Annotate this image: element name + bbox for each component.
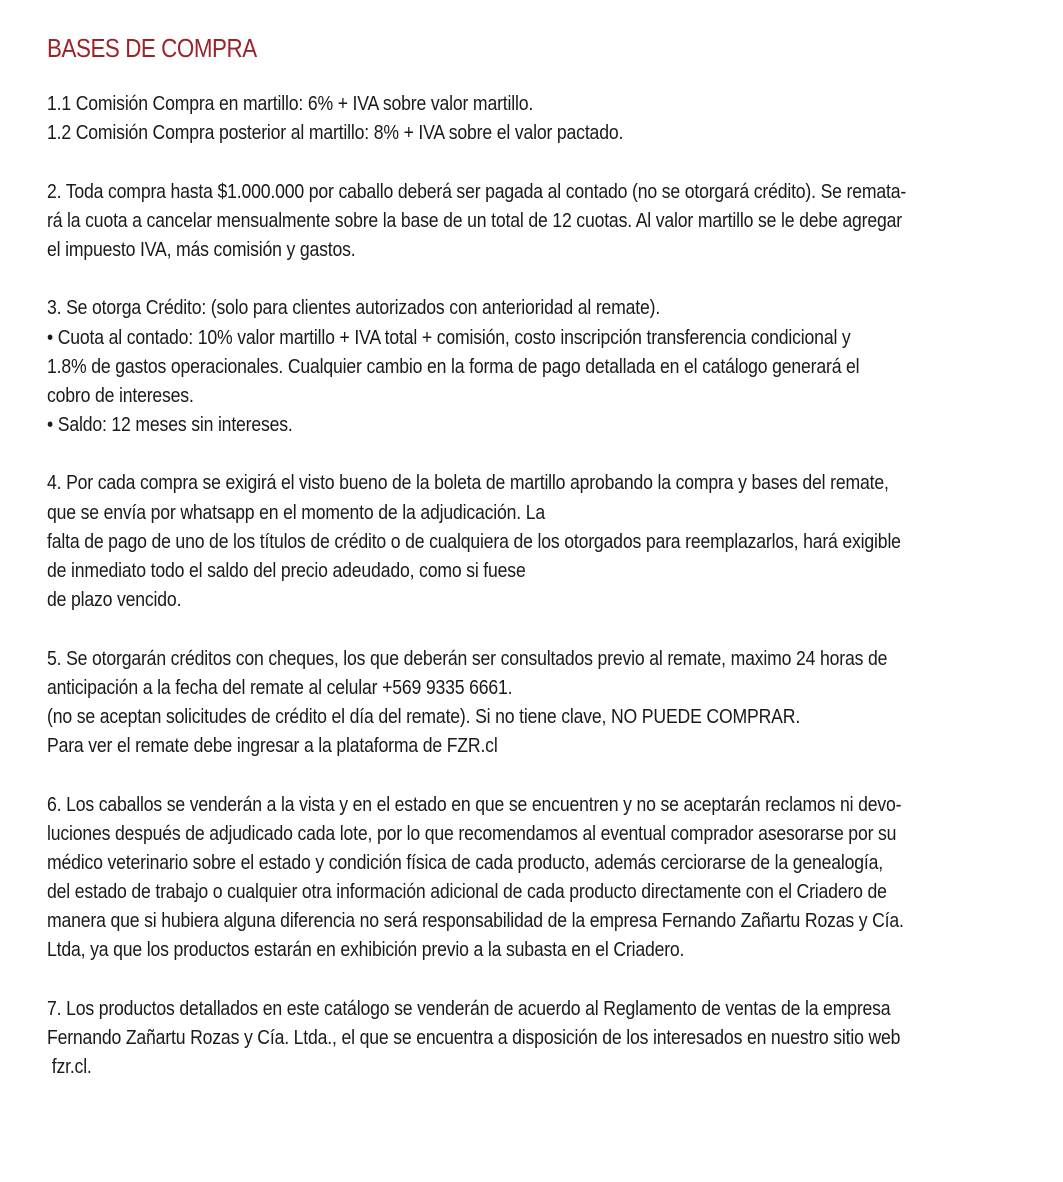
text-line: fzr.cl. xyxy=(47,1055,92,1079)
text-line: manera que si hubiera alguna diferencia no será responsabilidad de la empresa Fernando Zañartu Rozas y Cía. xyxy=(47,909,904,933)
text-line: 1.1 Comisión Compra en martillo: 6% + IVA sobre valor martillo. xyxy=(47,92,534,115)
text-line: 4. Por cada compra se exigirá el visto bueno de la boleta de martillo aprobando la compra y bases del remate, xyxy=(47,471,889,495)
text-line: del estado de trabajo o cualquier otra información adicional de cada producto directamente con el Criadero de xyxy=(47,880,887,904)
document-page xyxy=(47,30,1032,1081)
text-line: 3. Se otorga Crédito: (solo para clientes autorizados con anterioridad al remate). xyxy=(47,296,661,320)
text-line: Fernando Zañartu Rozas y Cía. Ltda., el que se encuentra a disposición de los interesados en nuestro sitio web xyxy=(47,1026,901,1049)
text-line: (no se aceptan solicitudes de crédito el día del remate). Si no tiene clave, NO PUEDE COMPRAR. xyxy=(47,704,801,728)
bullet-line: • Cuota al contado: 10% valor martillo + IVA total + comisión, costo inscripción transferencia condicional y xyxy=(47,325,851,349)
section-4 xyxy=(47,468,1032,614)
section-gap xyxy=(47,965,1032,994)
bullet-line: • Saldo: 12 meses sin intereses. xyxy=(47,413,293,437)
section-gap xyxy=(47,760,1032,789)
section-5 xyxy=(47,644,1032,761)
text-line: anticipación a la fecha del remate al celular +569 9335 6661. xyxy=(47,675,513,699)
section-gap xyxy=(47,264,1032,293)
section-2 xyxy=(47,177,1032,265)
section-gap xyxy=(47,147,1032,176)
section-3 xyxy=(47,293,1032,439)
section-7 xyxy=(47,994,1032,1082)
text-line: 2. Toda compra hasta $1.000.000 por caballo deberá ser pagada al contado (no se otorgará crédito). Se remata- xyxy=(47,179,907,203)
section-1 xyxy=(47,89,1032,147)
text-line: 5. Se otorgarán créditos con cheques, los que deberán ser consultados previo al remate, maximo 24 horas de xyxy=(47,646,888,670)
section-6 xyxy=(47,790,1032,965)
text-line: Ltda, ya que los productos estarán en exhibición previo a la subasta en el Criadero. xyxy=(47,938,685,962)
text-line: médico veterinario sobre el estado y condición física de cada producto, además cerciorarse de la genealogía, xyxy=(47,850,884,874)
text-line: 7. Los productos detallados en este catálogo se venderán de acuerdo al Reglamento de ventas de la empresa xyxy=(47,996,891,1020)
text-line: 1.8% de gastos operacionales. Cualquier cambio en la forma de pago detallada en el catálogo generará el xyxy=(47,354,860,378)
text-line: rá la cuota a cancelar mensualmente sobre la base de un total de 12 cuotas. Al valor martillo se le debe agregar xyxy=(47,208,902,232)
text-line: el impuesto IVA, más comisión y gastos. xyxy=(47,237,356,261)
text-line: luciones después de adjudicado cada lote, por lo que recomendamos al eventual comprador asesorarse por su xyxy=(47,821,897,845)
text-line: de inmediato todo el saldo del precio adeudado, como si fuese xyxy=(47,559,526,582)
text-line: falta de pago de uno de los títulos de crédito o de cualquiera de los otorgados para reemplazarlos, hará exigible xyxy=(47,529,901,553)
page-title: BASES DE COMPRA xyxy=(47,33,257,63)
section-gap xyxy=(47,614,1032,643)
text-line: cobro de intereses. xyxy=(47,383,194,407)
text-line: 6. Los caballos se venderán a la vista y en el estado en que se encuentren y no se aceptarán reclamos ni devo- xyxy=(47,792,902,816)
text-line: Para ver el remate debe ingresar a la plataforma de FZR.cl xyxy=(47,734,498,758)
text-line: 1.2 Comisión Compra posterior al martillo: 8% + IVA sobre el valor pactado. xyxy=(47,121,624,145)
text-line: que se envía por whatsapp en el momento de la adjudicación. La xyxy=(47,500,546,524)
text-line: de plazo vencido. xyxy=(47,588,182,612)
section-gap xyxy=(47,439,1032,468)
